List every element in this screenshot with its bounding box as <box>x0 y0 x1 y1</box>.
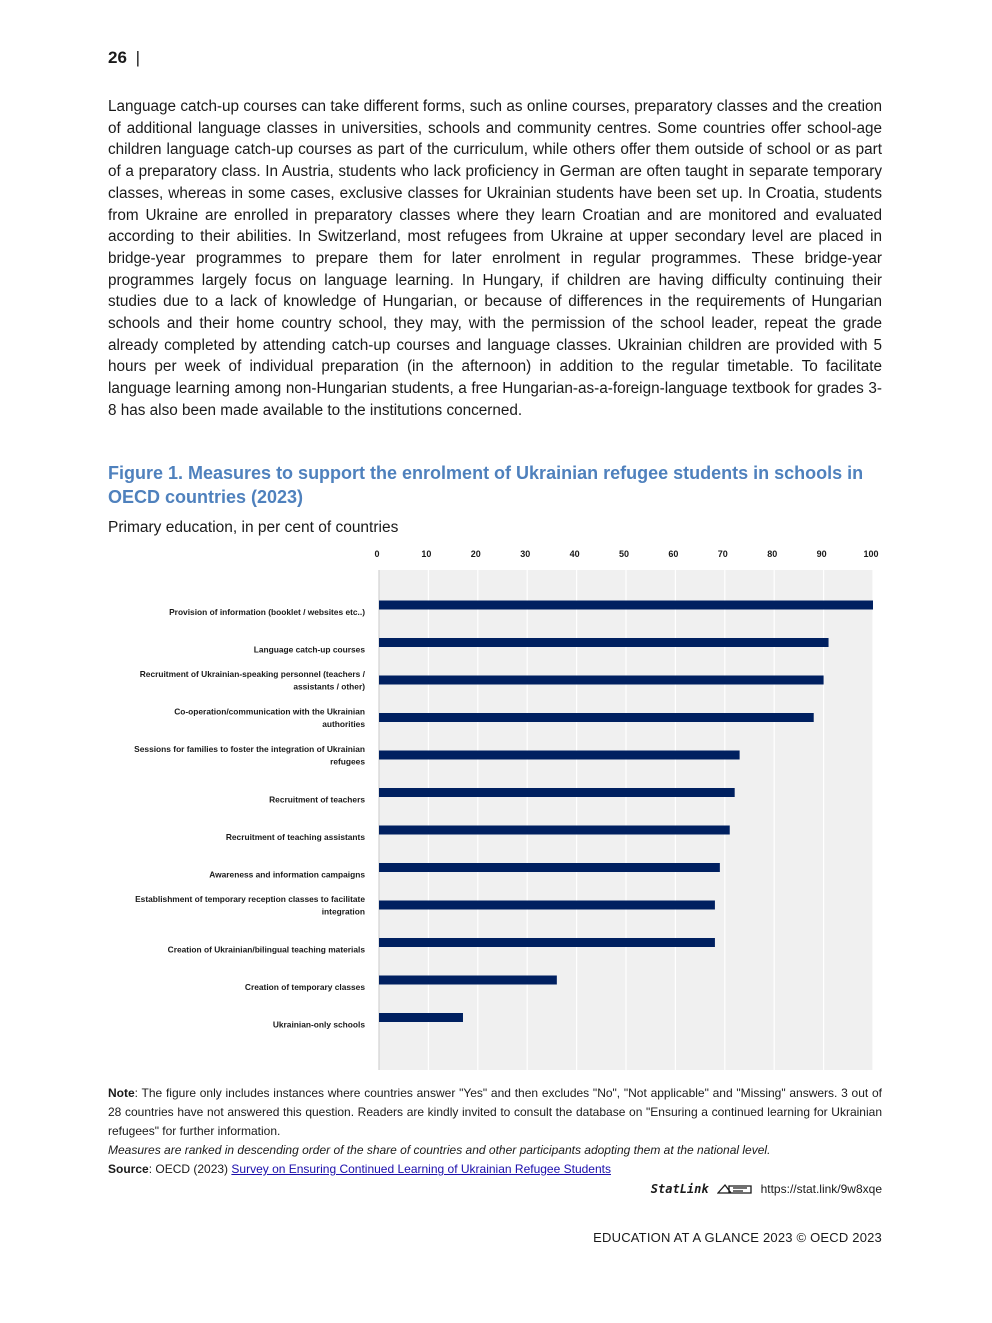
category-label-9-line-0: Creation of Ukrainian/bilingual teaching materials <box>167 944 365 955</box>
x-tick-label-70: 70 <box>717 549 728 559</box>
source-paragraph <box>108 1160 882 1179</box>
bar-9 <box>379 938 715 947</box>
note-label: Note <box>108 1086 135 1100</box>
category-label-4-line-1: refugees <box>330 756 365 767</box>
category-label-7-line-0: Awareness and information campaigns <box>209 869 365 880</box>
category-label-8-line-1: integration <box>321 906 365 917</box>
statlink-logo: StatLink <box>650 1182 709 1196</box>
category-label-3-line-1: authorities <box>322 719 365 729</box>
x-tick-label-60: 60 <box>668 549 679 559</box>
figure-notes <box>108 1084 882 1179</box>
x-tick-label-80: 80 <box>767 549 778 559</box>
statlink <box>651 1182 882 1196</box>
category-label-5-line-0: Recruitment of teachers <box>269 794 365 805</box>
x-tick-label-0: 0 <box>374 549 380 559</box>
x-tick-label-20: 20 <box>470 549 481 559</box>
category-label-2-line-1: assistants / other) <box>293 681 365 692</box>
category-label-1-line-0: Language catch-up courses <box>253 644 365 655</box>
category-label-2-line-0: Recruitment of Ukrainian-speaking personnel (teachers / <box>139 669 365 679</box>
page-number <box>108 48 140 68</box>
category-label-10-line-0: Creation of temporary classes <box>244 982 365 992</box>
x-tick-label-50: 50 <box>618 549 630 559</box>
category-label-6-line-0: Recruitment of teaching assistants <box>225 832 365 842</box>
note-text: : The figure only includes instances where countries answer "Yes" and then excludes "No", "Not applicable" and "Missing" answers. 3 out of 28 countries have not answered this question. Readers are kindly invited to consult the database on "Ensuring a continued learning for Ukrainian refugees" for further information. <box>108 1086 882 1138</box>
bar-4 <box>379 751 740 760</box>
x-tick-label-40: 40 <box>569 549 580 559</box>
statlink-url[interactable]: https://stat.link/9w8xqe <box>760 1182 882 1196</box>
bar-11 <box>379 1013 463 1022</box>
page-number-value: 26 <box>108 48 127 67</box>
x-tick-label-10: 10 <box>421 549 432 559</box>
ranking-note: Measures are ranked in descending order of the share of countries and other participants adopting them at the national level. <box>108 1143 771 1157</box>
category-label-8-line-0: Establishment of temporary reception classes to facilitate <box>135 894 365 904</box>
bar-6 <box>379 826 730 835</box>
note-paragraph <box>108 1084 882 1141</box>
source-link[interactable]: Survey on Ensuring Continued Learning of Ukrainian Refugee Students <box>231 1162 611 1176</box>
source-prefix: : OECD (2023) <box>148 1162 232 1176</box>
statlink-icon <box>717 1183 753 1195</box>
page-number-separator: | <box>135 48 141 67</box>
category-label-0-line-0: Provision of information (booklet / websites etc..) <box>169 607 365 617</box>
figure-title: Figure 1. Measures to support the enrolment of Ukrainian refugee students in schools in OECD countries (2023) <box>108 463 864 507</box>
bar-10 <box>379 976 557 985</box>
bar-7 <box>379 863 720 872</box>
x-tick-label-90: 90 <box>816 549 827 559</box>
figure-subtitle: Primary education, in per cent of countries <box>108 519 399 536</box>
bar-2 <box>379 676 824 685</box>
bar-1 <box>379 638 829 647</box>
x-tick-label-30: 30 <box>520 549 531 559</box>
x-tick-label-100: 100 <box>863 549 879 559</box>
category-label-4-line-0: Sessions for families to foster the integration of Ukrainian <box>134 744 365 754</box>
body-paragraph: Language catch-up courses can take different forms, such as online courses, preparatory classes and the creation of additional language classes in universities, schools and community centres. Some countries offer school-age children language catch-up courses as part of the curriculum, while others offer them outside of school or as part of a preparatory class. In Austria, students who lack proficiency in German are often taught in separate temporary classes, whereas in some cases, exclusive classes for Ukrainian students have been set up. In Croatia, students from Ukraine are enrolled in preparatory classes where they learn Croatian and are monitored and evaluated according to their abilities. In Switzerland, most refugees from Ukraine at upper secondary level are placed in bridge-year programmes to prepare them for later enrolment in regular programmes. These bridge-year programmes largely focus on language learning. In Hungary, if children are having difficulty continuing their studies due to a lack of knowledge of Hungarian, or because of differences in the requirements of Hungarian schools and their home country school, they may, with the permission of the school leader, repeat the grade already completed by attending catch-up courses and language classes. Ukrainian children are provided with 5 hours per week of individual preparation (in the afternoon) in addition to the regular timetable. To facilitate language learning among non-Hungarian students, a free Hungarian-as-a-foreign-language textbook for grades 3-8 has also been made available to the institutions concerned. <box>108 98 882 419</box>
category-label-3-line-0: Co-operation/communication with the Ukrainian <box>174 706 365 717</box>
bar-5 <box>379 788 735 797</box>
bar-chart <box>0 540 992 1072</box>
bar-0 <box>379 601 873 610</box>
source-label: Source <box>108 1162 149 1176</box>
category-label-11-line-0: Ukrainian-only schools <box>272 1019 365 1030</box>
page-footer: EDUCATION AT A GLANCE 2023 © OECD 2023 <box>593 1230 882 1245</box>
bar-3 <box>379 713 814 722</box>
bar-8 <box>379 901 715 910</box>
